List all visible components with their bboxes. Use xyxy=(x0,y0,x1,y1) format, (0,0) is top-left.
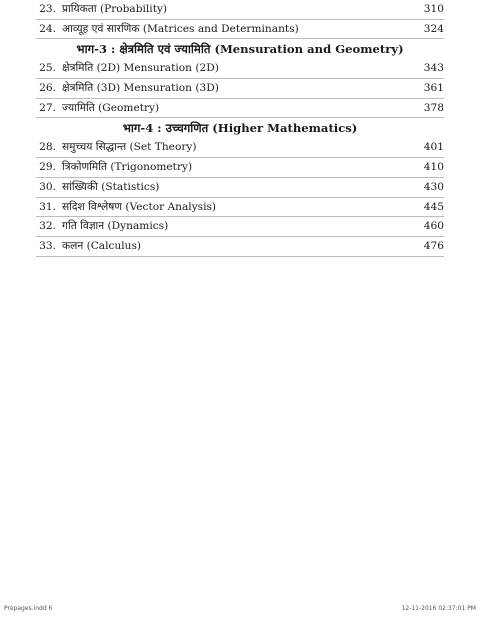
toc-entry xyxy=(36,138,444,158)
entry-page-number: 361 xyxy=(423,82,444,95)
footer-file-label: Prepages.indd 6 xyxy=(4,605,53,612)
entry-page-number: 445 xyxy=(423,200,444,213)
entry-number: 23. xyxy=(39,3,56,15)
entry-title: आव्यूह एवं सारणिक (Matrices and Determinants) xyxy=(62,22,299,35)
footer-timestamp: 12-11-2016 02:37:01 PM xyxy=(401,605,476,612)
toc-entry xyxy=(36,0,444,20)
entry-number: 33. xyxy=(39,239,56,252)
entry-page-number: 343 xyxy=(423,62,444,75)
entry-title: ज्यामिति (Geometry) xyxy=(62,101,160,114)
entry-number: 28. xyxy=(39,141,56,154)
toc-entry xyxy=(36,178,444,198)
toc-entry xyxy=(36,198,444,218)
entry-title: क्षेत्रमिति (3D) Mensuration (3D) xyxy=(62,82,219,95)
entry-number: 26. xyxy=(39,82,56,95)
entry-title: गति विज्ञान (Dynamics) xyxy=(62,220,169,233)
toc-entry xyxy=(36,158,444,178)
toc-entry xyxy=(36,99,444,119)
entry-number: 31. xyxy=(39,200,56,213)
entry-title: कलन (Calculus) xyxy=(62,239,142,252)
toc-entry xyxy=(36,79,444,99)
entry-title: प्रायिकता (Probability) xyxy=(62,3,168,15)
entry-number: 27. xyxy=(39,101,56,114)
toc-entry xyxy=(36,217,444,237)
table-of-contents xyxy=(36,0,444,257)
entry-number: 32. xyxy=(39,220,56,233)
entry-title: सदिश विश्लेषण (Vector Analysis) xyxy=(62,200,217,213)
toc-entry xyxy=(36,237,444,257)
section-heading-part-4: भाग-4 : उच्चगणित (Higher Mathematics) xyxy=(122,121,358,136)
entry-number: 29. xyxy=(39,161,56,174)
entry-page-number: 401 xyxy=(423,141,444,154)
entry-page-number: 378 xyxy=(423,101,444,114)
entry-number: 25. xyxy=(39,62,56,75)
entry-number: 24. xyxy=(39,22,56,35)
entry-title: क्षेत्रमिति (2D) Mensuration (2D) xyxy=(62,62,219,75)
entry-page-number: 310 xyxy=(423,3,444,15)
entry-page-number: 476 xyxy=(423,239,444,252)
entry-title: त्रिकोणमिति (Trigonometry) xyxy=(62,161,193,174)
entry-page-number: 410 xyxy=(423,161,444,174)
toc-entry xyxy=(36,20,444,40)
entry-page-number: 430 xyxy=(423,180,444,193)
section-heading-part-3: भाग-3 : क्षेत्रमिति एवं ज्यामिति (Mensuration and Geometry) xyxy=(76,42,404,57)
entry-title: सांख्यिकी (Statistics) xyxy=(62,180,160,193)
entry-title: समुच्चय सिद्धान्त (Set Theory) xyxy=(62,141,197,154)
entry-page-number: 460 xyxy=(423,220,444,233)
entry-number: 30. xyxy=(39,180,56,193)
toc-entry xyxy=(36,59,444,79)
entry-page-number: 324 xyxy=(423,22,444,35)
